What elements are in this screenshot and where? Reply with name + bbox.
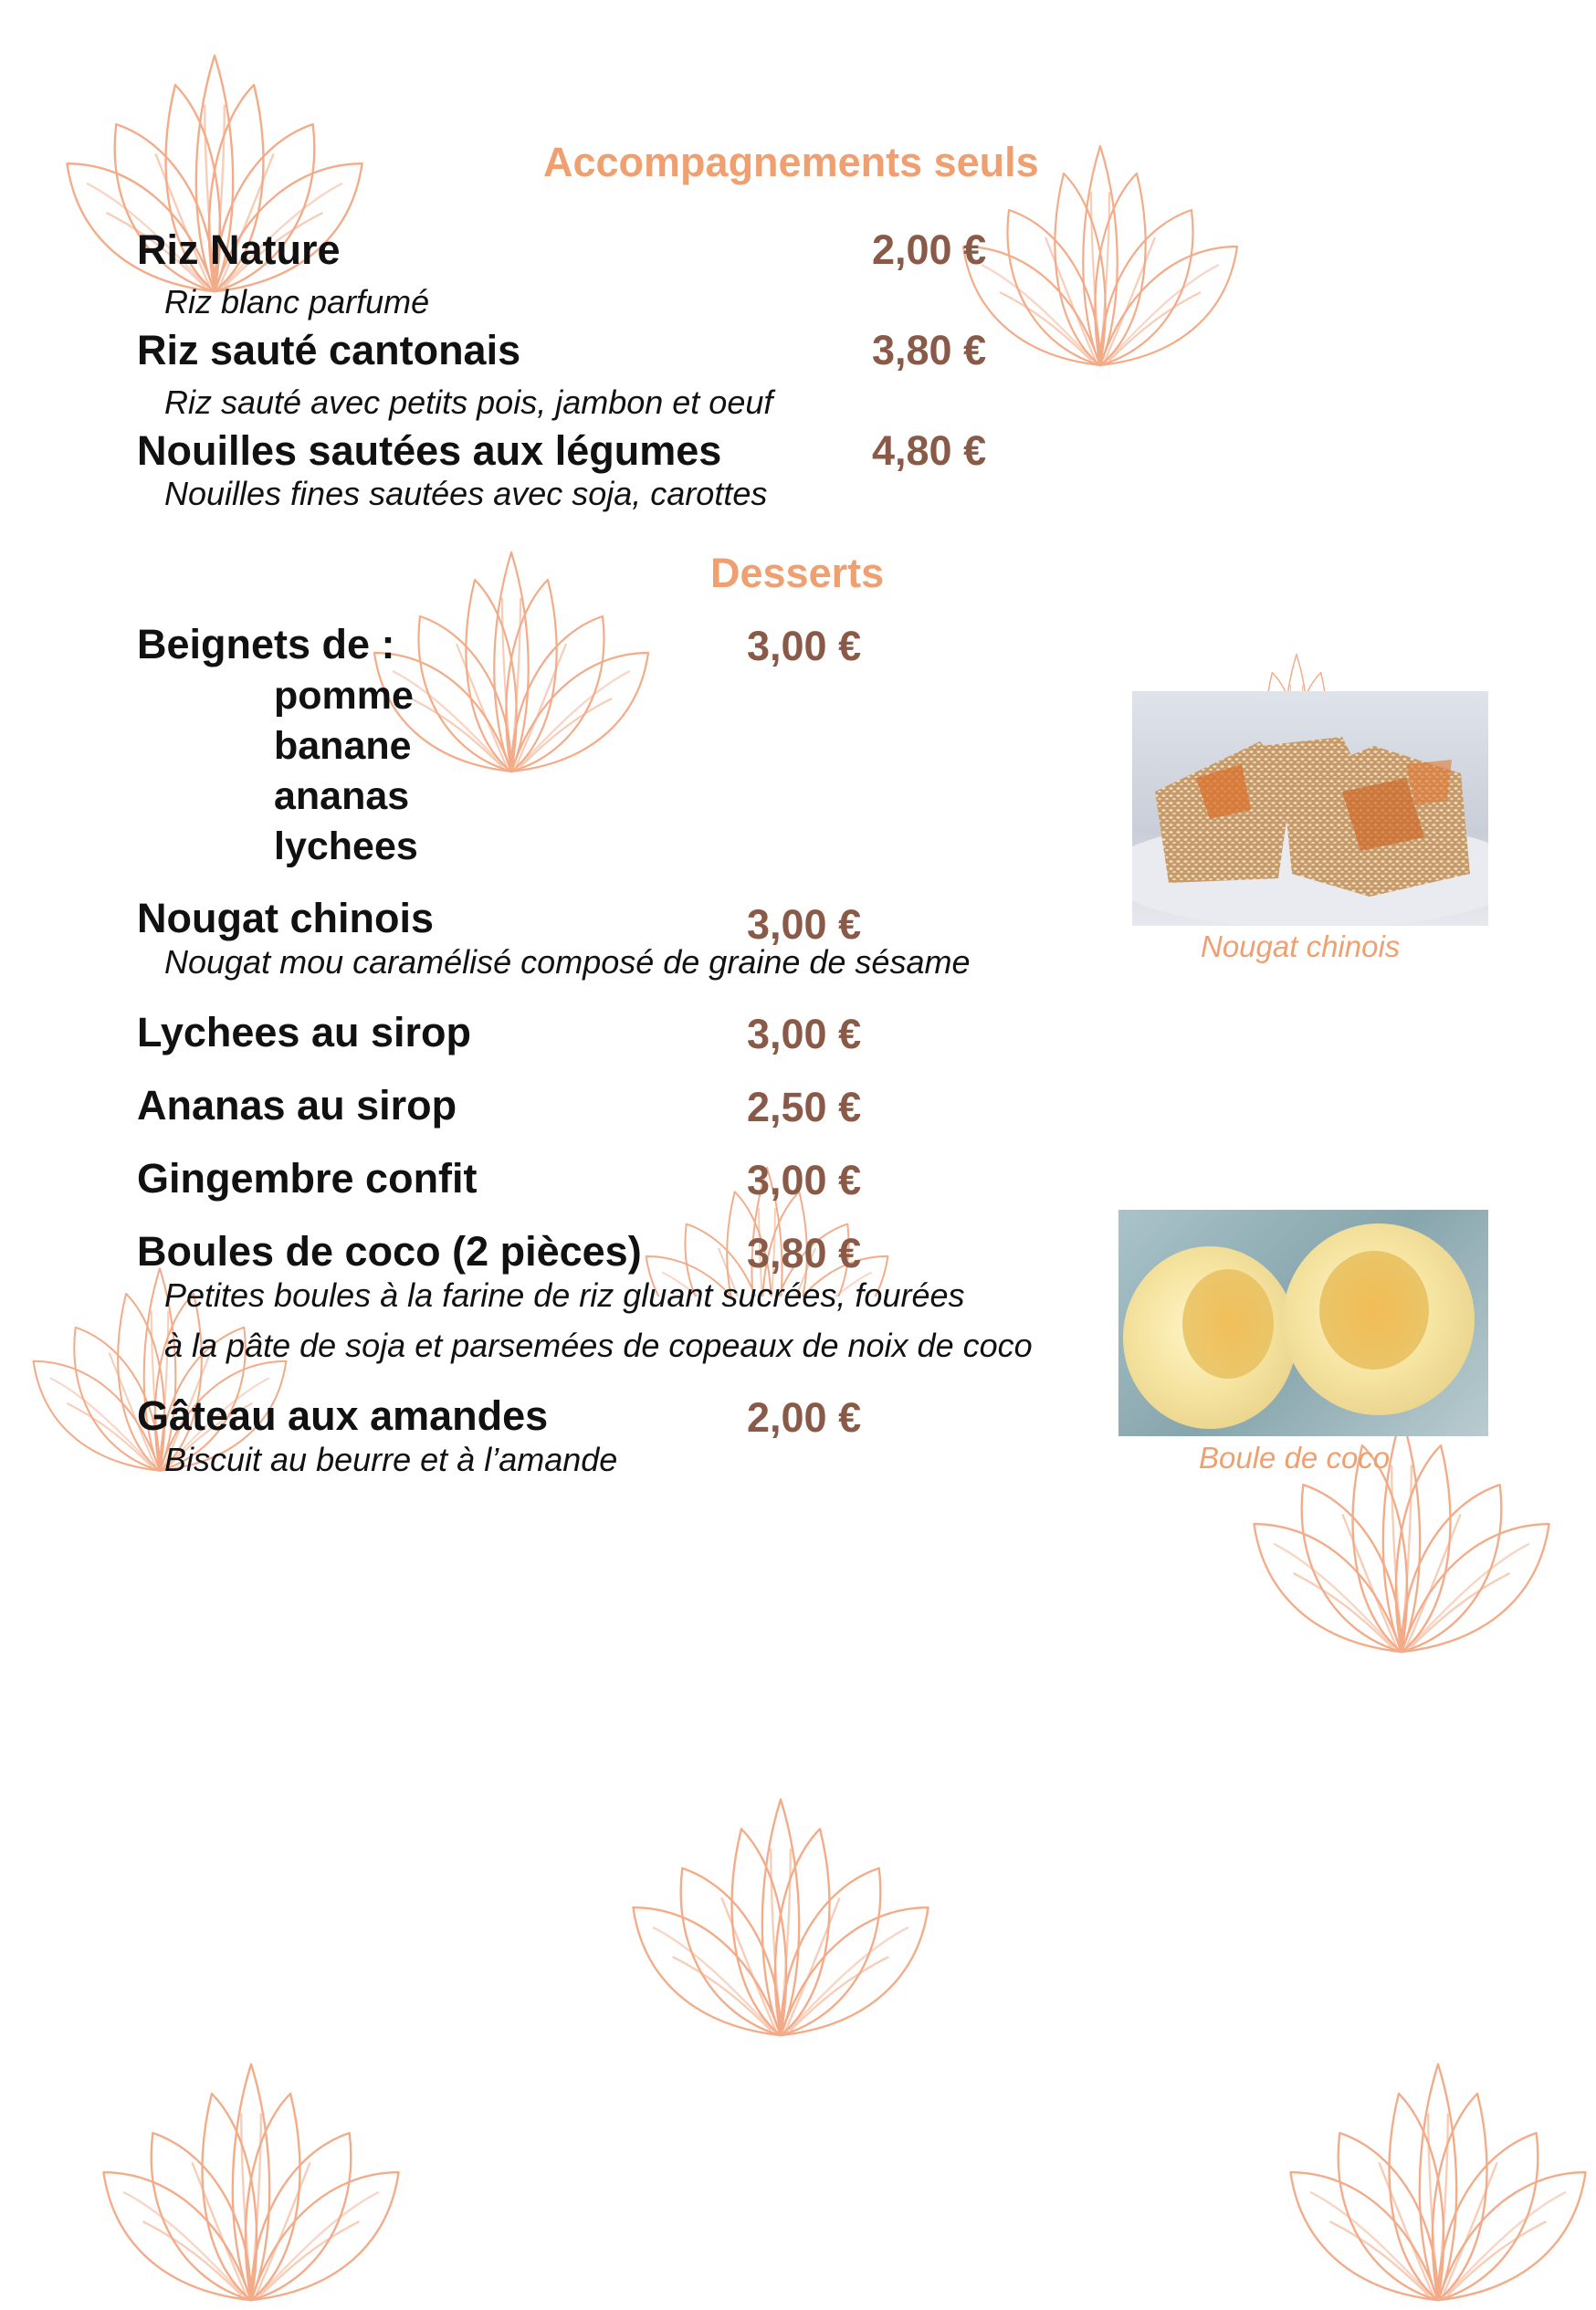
menu-item-name: Nouilles sautées aux légumes <box>137 427 722 474</box>
menu-item-price: 4,80 € <box>872 427 987 474</box>
menu-item-price: 2,00 € <box>747 1394 862 1441</box>
beignet-flavor: pomme <box>274 674 414 718</box>
menu-item-name: Beignets de : <box>137 621 395 667</box>
menu-item-price: 3,00 € <box>747 901 862 948</box>
lotus-decoration-icon <box>1287 2054 1589 2310</box>
coco-photo <box>1118 1210 1488 1436</box>
accompaniments-title: Accompagnements seuls <box>543 139 1039 185</box>
menu-item-name: Gingembre confit <box>137 1155 478 1202</box>
menu-item-name: Gâteau aux amandes <box>137 1392 549 1439</box>
nougat-illustration <box>1132 691 1488 926</box>
menu-item-description: Riz blanc parfumé <box>164 283 430 320</box>
menu-item-description: Nougat mou caramélisé composé de graine de sésame <box>164 943 971 981</box>
menu-item-name: Riz sauté cantonais <box>137 327 521 373</box>
coco-photo-caption: Boule de coco <box>1199 1441 1391 1475</box>
menu-item-name: Riz Nature <box>137 226 341 273</box>
coco-illustration <box>1118 1210 1488 1436</box>
menu-item-name: Ananas au sirop <box>137 1082 457 1129</box>
menu-item-price: 3,80 € <box>747 1230 862 1276</box>
nougat-photo <box>1132 691 1488 926</box>
menu-item-price: 3,80 € <box>872 327 987 373</box>
menu-item-price: 2,50 € <box>747 1084 862 1130</box>
menu-item-name: Lychees au sirop <box>137 1009 471 1055</box>
beignet-flavor: ananas <box>274 774 410 818</box>
menu-item-name: Nougat chinois <box>137 895 434 941</box>
lotus-decoration-icon <box>100 2054 402 2310</box>
beignet-flavor: lychees <box>274 824 418 868</box>
menu-item-name: Boules de coco (2 pièces) <box>137 1228 642 1275</box>
menu-item-description: à la pâte de soja et parsemées de copeaux de noix de coco <box>164 1327 1033 1364</box>
menu-item-description: Nouilles fines sautées avec soja, carottes <box>164 475 768 512</box>
menu-item-price: 3,00 € <box>747 1011 862 1057</box>
menu-item-description: Biscuit au beurre et à l’amande <box>164 1441 618 1478</box>
lotus-decoration-icon <box>630 1790 931 2045</box>
menu-item-price: 2,00 € <box>872 226 987 273</box>
desserts-title: Desserts <box>710 550 885 596</box>
menu-item-description: Riz sauté avec petits pois, jambon et oeuf <box>164 383 773 421</box>
menu-item-description: Petites boules à la farine de riz gluant sucrées, fourées <box>164 1276 965 1314</box>
nougat-photo-caption: Nougat chinois <box>1201 929 1401 963</box>
menu-item-price: 3,00 € <box>747 623 862 669</box>
beignet-flavor: banane <box>274 724 412 768</box>
menu-item-price: 3,00 € <box>747 1157 862 1203</box>
